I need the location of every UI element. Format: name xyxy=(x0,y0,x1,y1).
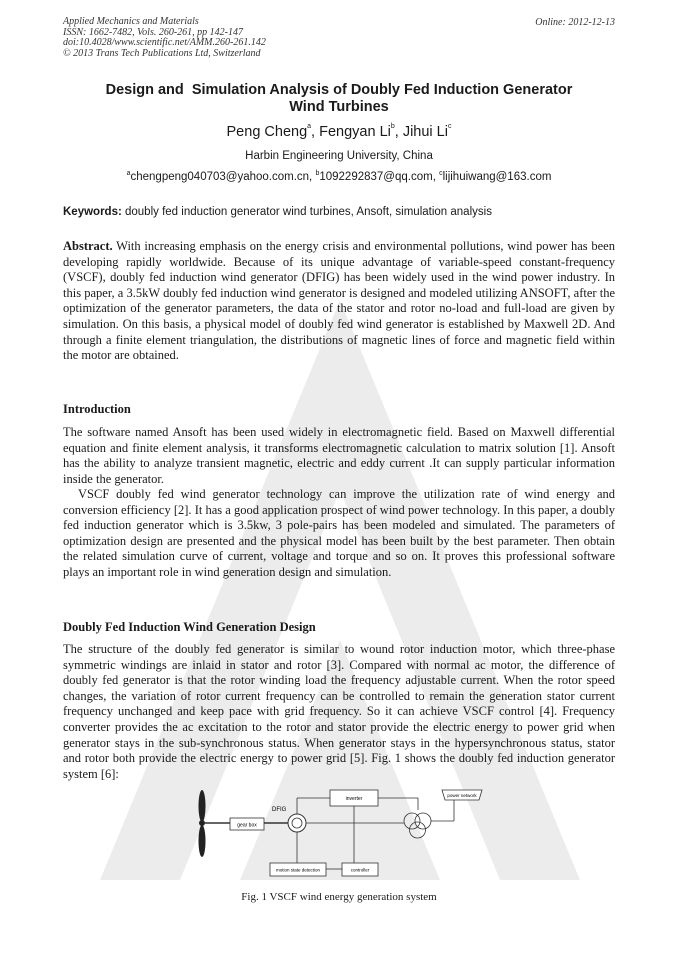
design-heading: Doubly Fed Induction Wind Generation Design xyxy=(63,620,316,634)
author-sup: c xyxy=(447,123,452,130)
author-sup: a xyxy=(307,123,312,130)
inverter-label: inverter xyxy=(345,796,363,802)
email-address: lijihuiwang@163.com xyxy=(442,171,552,183)
power-network-label: power network xyxy=(447,793,477,798)
motion-state-label: motion state detection xyxy=(275,867,321,873)
keywords-label: Keywords: xyxy=(63,206,122,218)
title-line-2: Wind Turbines xyxy=(289,99,389,115)
copyright-line: © 2013 Trans Tech Publications Ltd, Switzerland xyxy=(63,47,261,59)
email-address: chengpeng040703@yahoo.com.cn xyxy=(130,171,310,183)
doi-line: doi:10.4028/www.scientific.net/AMM.260-261.142 xyxy=(63,37,266,48)
paper-title xyxy=(63,82,615,116)
dfig-label: DFIG xyxy=(272,807,287,813)
keywords-line xyxy=(63,206,615,218)
journal-header xyxy=(63,17,266,59)
intro-paragraph-2: VSCF doubly fed wind generator technology can improve the utilization rate of wind energy and conversion efficiency [2]. It has a good application prospect of wind power technology. In this paper, a doubly fed induction generator which is 3.5kw, 3 pole-pairs has been modeled and simulated. The parameters of optimization design are presented and the physical model has been built by the best parameter. Then obtain the related simulation curve of current, voltage and torque and so on. It proves this professional software plays an important role in wind generation design and simulation. xyxy=(63,487,615,579)
author-name: Peng Cheng xyxy=(226,124,308,140)
title-line-1: Design and Simulation Analysis of Doubly Fed Induction Generator xyxy=(105,82,573,98)
online-date: Online: 2012-12-13 xyxy=(535,17,615,28)
author-name: Jihui Li xyxy=(402,124,448,140)
figure-caption: Fig. 1 VSCF wind energy generation system xyxy=(241,891,437,903)
email-sup: c xyxy=(439,170,443,177)
keywords-text: doubly fed induction generator wind turbines, Ansoft, simulation analysis xyxy=(125,206,492,218)
abstract-text: With increasing emphasis on the energy crisis and environmental pollutions, wind power has been developing rapidly worldwide. Because of its unique advantage of variable-speed constant-frequency (VSCF), doubly fed induction wind generator (DFIG) has been widely used in the wind power industry. In this paper, a 3.5kW doubly fed induction wind generator is designed and modeled utilizing ANSOFT, after the optimization of the generator parameters, the data of the stator and rotor no-load and full-load are given by simulation. On this basis, a physical model of doubly fed wind generator is established by Maxwell 2D. And through a finite element triangulation, the distributions of magnetic lines of force and magnetic field within the motor are obtained. xyxy=(63,239,615,363)
author-list: Peng Cheng$^a$, Fengyan Li$^b$, Jihui Li$^c$ xyxy=(226,123,452,140)
abstract-paragraph xyxy=(63,239,615,364)
email-sup: b xyxy=(315,170,320,177)
issn-line: ISSN: 1662-7482, Vols. 260-261, pp 142-147 xyxy=(63,26,243,38)
transformer-winding-icon xyxy=(415,813,431,829)
vscf-system-diagram xyxy=(192,783,492,883)
author-name: Fengyan Li xyxy=(319,124,391,140)
gear-box-label: gear box xyxy=(237,822,257,829)
journal-name: Applied Mechanics and Materials xyxy=(63,16,199,27)
abstract-label: Abstract. xyxy=(63,239,113,253)
intro-paragraph-1: The software named Ansoft has been used widely in electromagnetic field. Based on Maxwell differential equation and finite element analysis, it transforms electromagnetic calculation to matrix solution [1]. Ansoft has the ability to analyze transient magnetic, electric and eddy current .It can supply particular information inside the generator. xyxy=(63,425,615,486)
email-list: $^a$chengpeng040703@yahoo.com.cn, $^b$1092292837@qq.com, $^c$lijihuiwang@163.com xyxy=(126,170,552,183)
introduction-heading: Introduction xyxy=(63,402,131,416)
author-sup: b xyxy=(390,123,395,130)
affiliation: Harbin Engineering University, China xyxy=(245,150,433,162)
design-paragraph-1: The structure of the doubly fed generator is similar to wound rotor induction motor, which three-phase symmetric windings are inlaid in stator and rotor [3]. Compared with normal ac motor, the difference of doubly fed generator is that the rotor winding load the frequency adjustable current. When the rotor speed changes, the variation of rotor current frequency can be controlled to remain the generation stator current frequency unchanged and keep pace with grid frequency. So it can achieve VSCF control [4]. Frequency converter provides the ac excitation to the rotor and stator provide the electric energy to power grid when generator stays in the sub-synchronous status. When generator stays in the hypersynchronous status, stator and rotor both provide the electric energy to power grid [5]. Fig. 1 shows the doubly fed induction generator system [6]: xyxy=(63,642,615,781)
dfig-generator-icon xyxy=(288,814,306,832)
email-address: 1092292837@qq.com xyxy=(319,171,433,183)
transformer-winding-icon xyxy=(410,822,426,838)
email-sup: a xyxy=(126,170,131,177)
controller-label: controller xyxy=(350,867,370,873)
